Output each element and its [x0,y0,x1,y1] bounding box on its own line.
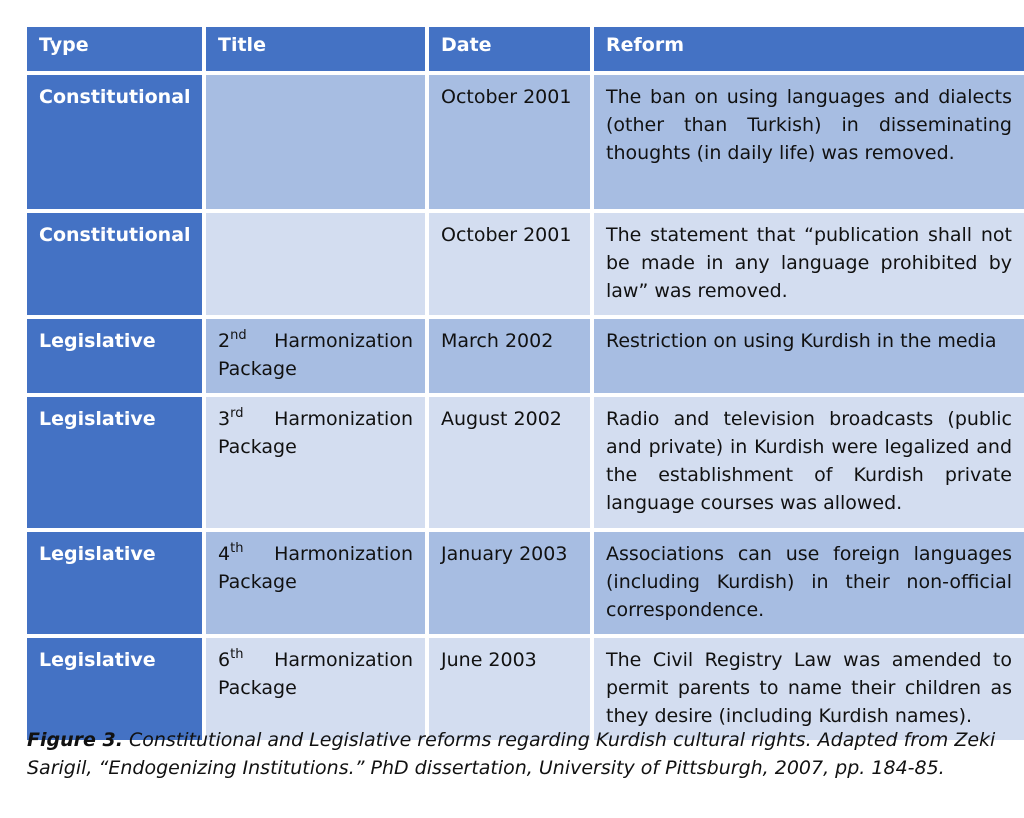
title-cell [206,319,425,393]
caption-text: Constitutional and Legislative reforms regarding Kurdish cultural rights. Adapted from Zeki Sarigil, “Endogenizing Institutions.” PhD dissertation, University of Pittsburgh, 2007, pp. 184-85. [27,729,996,779]
title-rest: Package [218,571,297,593]
title-number: 6 [218,649,231,671]
type-cell: Legislative [27,319,202,393]
title-rest: Package [218,358,297,380]
reform-cell: The Civil Registry Law was amended to permit parents to name their children as they desire (including Kurdish names). [594,638,1024,740]
header-title: Title [206,27,425,71]
type-cell: Legislative [27,638,202,740]
header-reform: Reform [594,27,1024,71]
title-rest: Package [218,677,297,699]
date-cell: October 2001 [429,75,590,209]
title-ordinal: nd [230,328,247,343]
date-cell: October 2001 [429,213,590,315]
title-word: Harmonization [274,543,413,565]
table-row [27,75,1024,209]
table-row [27,638,1024,740]
title-number: 4 [218,543,231,565]
header-date: Date [429,27,590,71]
table-row [27,319,1024,393]
title-ordinal: th [230,541,244,556]
title-number: 3 [218,408,231,430]
title-word: Harmonization [274,649,413,671]
title-cell [206,75,425,209]
date-cell: June 2003 [429,638,590,740]
title-cell [206,397,425,528]
date-cell: August 2002 [429,397,590,528]
title-word: Harmonization [274,408,413,430]
table-row [27,532,1024,634]
reform-cell: The ban on using languages and dialects (other than Turkish) in disseminating thoughts (in daily life) was removed. [594,75,1024,209]
header-row [27,27,1024,71]
reforms-table [23,23,1024,744]
reform-cell: Restriction on using Kurdish in the media [594,319,1024,393]
title-number: 2 [218,330,231,352]
reform-cell: Radio and television broadcasts (public and private) in Kurdish were legalized and the establishment of Kurdish private language courses was allowed. [594,397,1024,528]
header-type: Type [27,27,202,71]
date-cell: January 2003 [429,532,590,634]
type-cell: Legislative [27,532,202,634]
title-ordinal: th [230,647,244,662]
table-row [27,397,1024,528]
type-cell: Legislative [27,397,202,528]
title-word: Harmonization [274,330,413,352]
title-cell [206,532,425,634]
type-cell: Constitutional [27,75,202,209]
reform-cell: The statement that “publication shall not be made in any language prohibited by law” was removed. [594,213,1024,315]
table-row [27,213,1024,315]
title-cell [206,638,425,740]
reform-cell: Associations can use foreign languages (including Kurdish) in their non-official correspondence. [594,532,1024,634]
title-rest: Package [218,436,297,458]
caption-label: Figure 3. [27,729,123,751]
figure-caption [27,726,1007,782]
type-cell: Constitutional [27,213,202,315]
title-cell [206,213,425,315]
date-cell: March 2002 [429,319,590,393]
title-ordinal: rd [230,406,244,421]
